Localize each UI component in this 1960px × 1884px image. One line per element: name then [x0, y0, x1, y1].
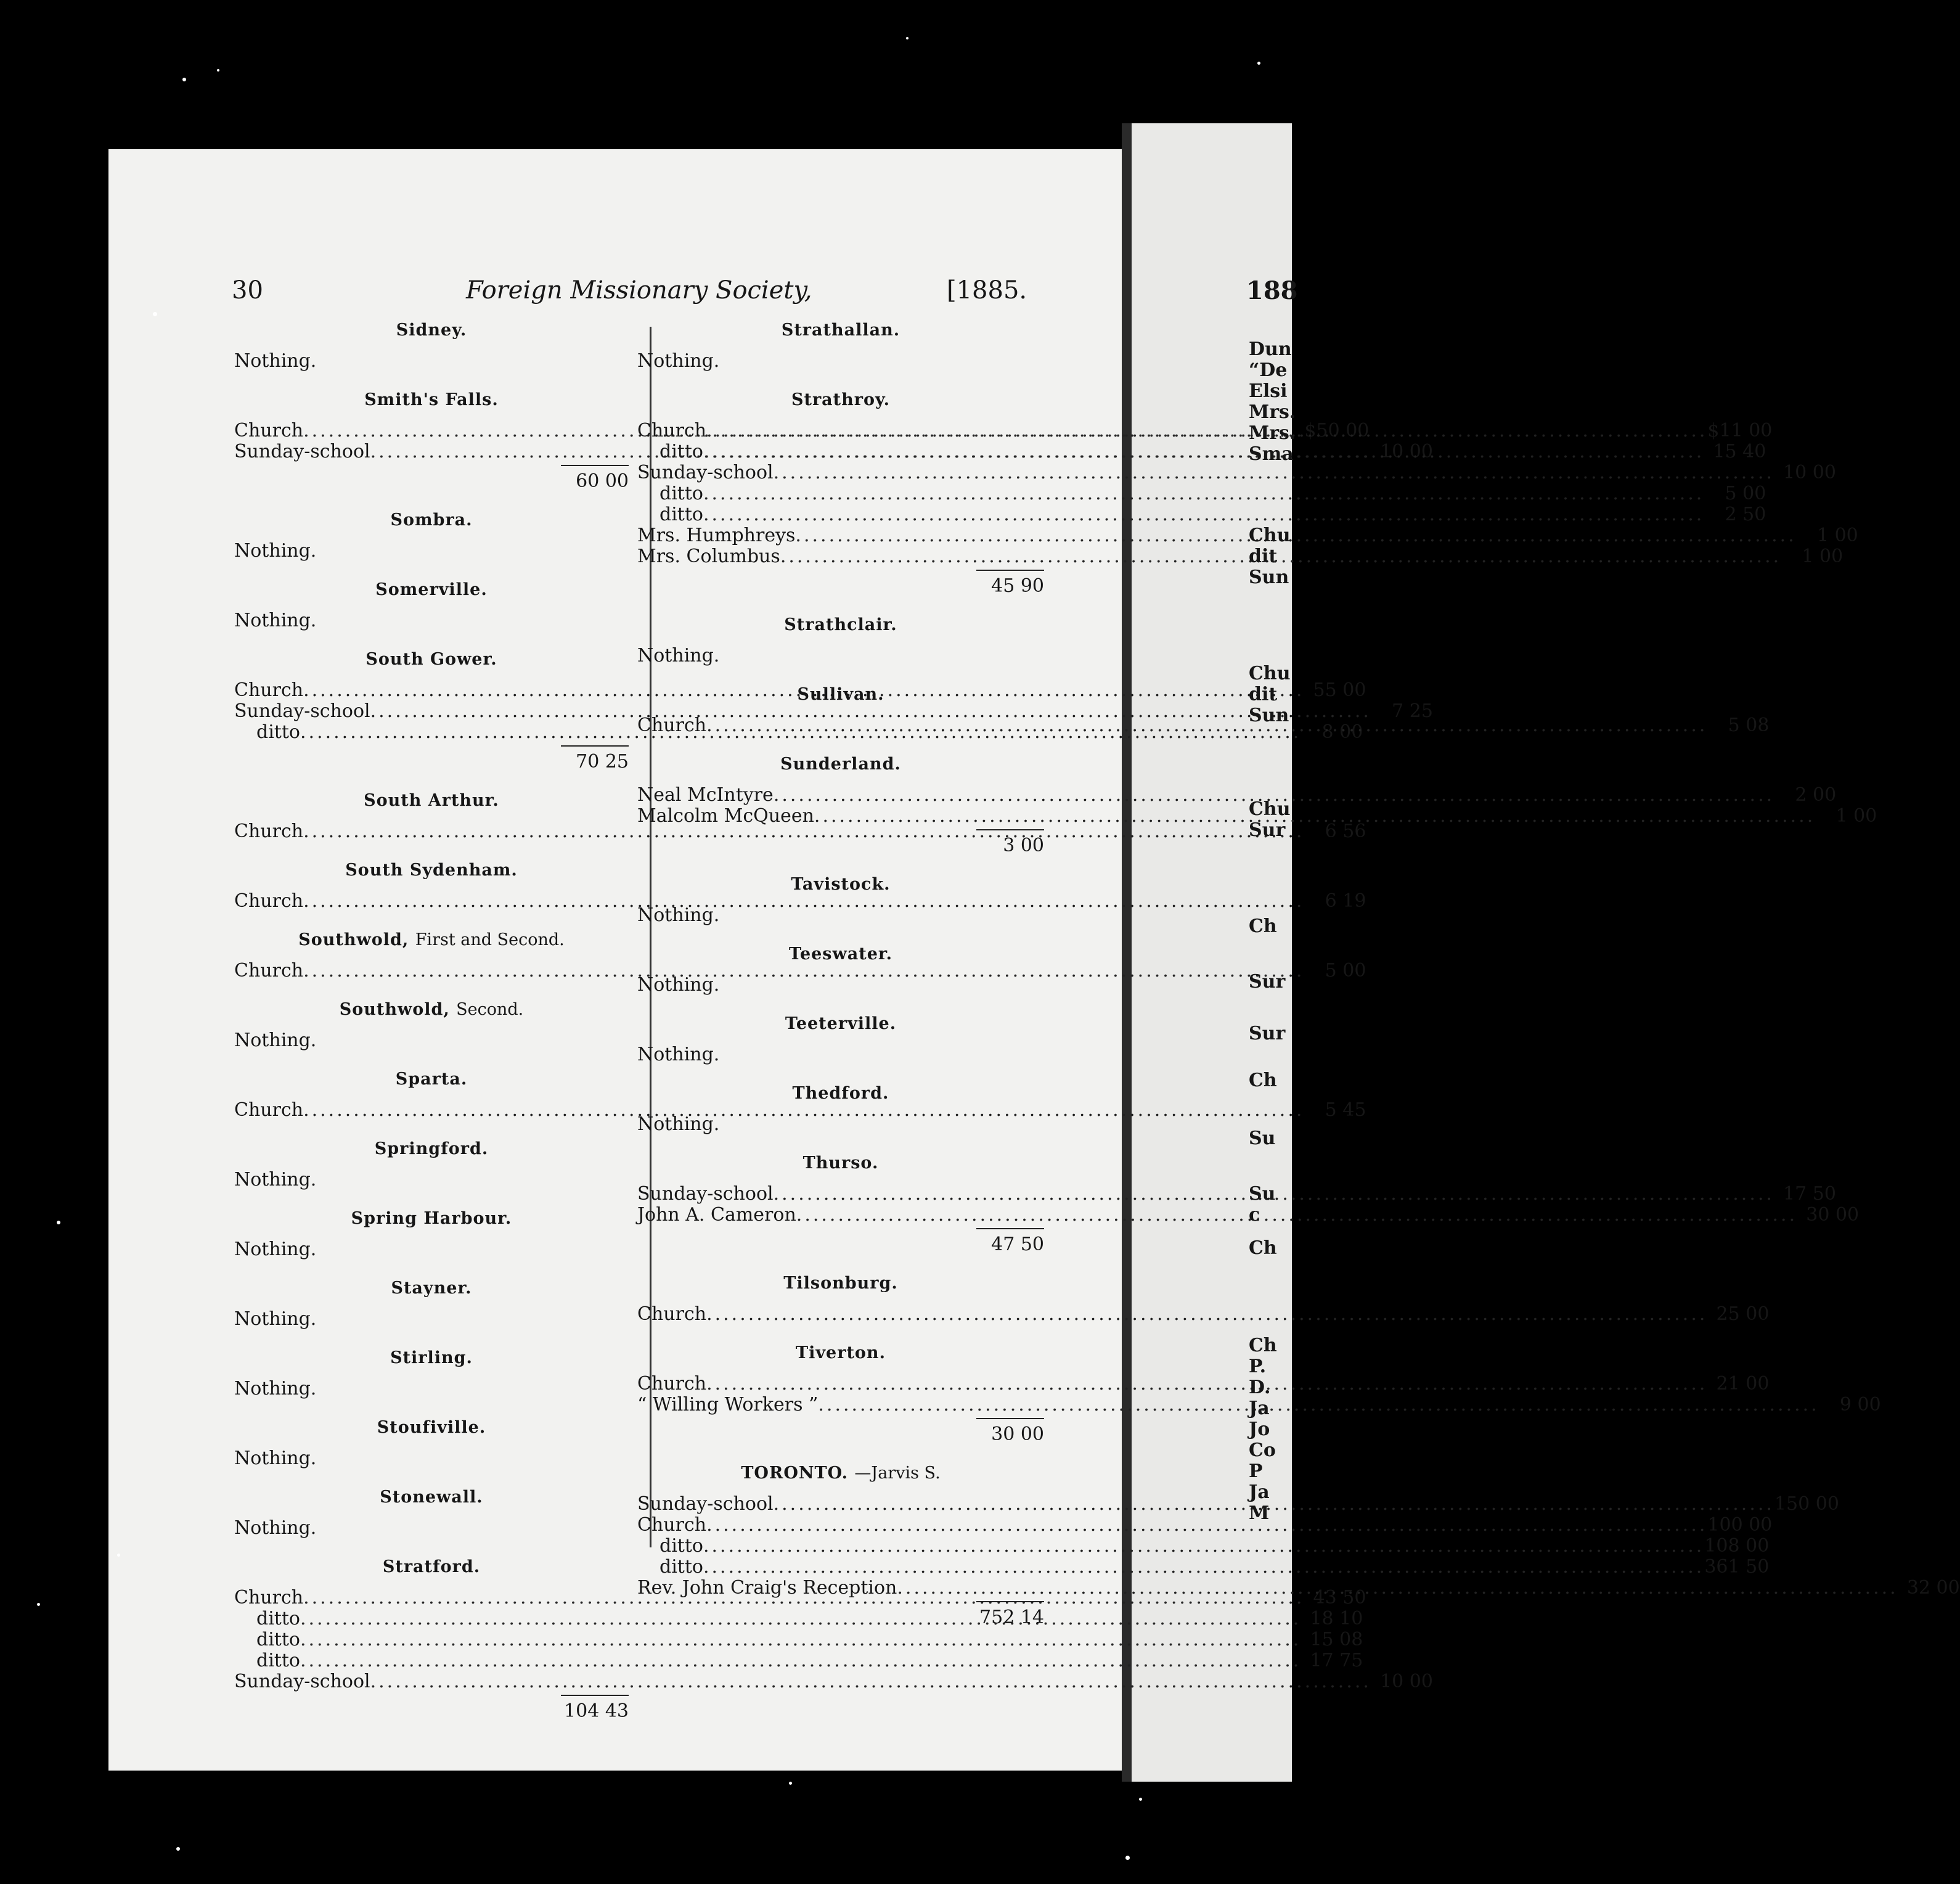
entry-row [637, 1493, 1839, 1515]
adjacent-page-text: Mrs. [1249, 401, 1296, 423]
section-heading [234, 861, 629, 880]
leader-dots [774, 1494, 1774, 1515]
section-heading [637, 755, 1044, 774]
section-subtitle: —Jarvis S. [854, 1464, 941, 1483]
entry-label: Sunday-school [234, 700, 370, 722]
entry-amount: 7 25 [1392, 700, 1433, 722]
entry-amount: 17 75 [1310, 1650, 1363, 1671]
dust-speck [37, 1603, 40, 1606]
leader-dots [780, 546, 1781, 567]
section-total: 47 50 [976, 1228, 1044, 1255]
section-heading [637, 1464, 1044, 1483]
adjacent-page-text: Sur [1249, 1023, 1286, 1044]
entry-label: Sunday-school [637, 1493, 774, 1515]
entry-label: Church [234, 890, 304, 912]
entry-label: “ Willing Workers ” [637, 1394, 819, 1415]
nothing-note: Nothing. [234, 1378, 317, 1399]
adjacent-page-text: Dun [1249, 338, 1292, 360]
entry-label: Mrs. Columbus [637, 546, 780, 567]
section-total: 45 90 [976, 570, 1044, 597]
adjacent-page-text: Ja [1249, 1398, 1270, 1419]
dust-speck [789, 1782, 792, 1785]
entry-amount: 43 50 [1313, 1587, 1366, 1608]
entry-amount: 18 10 [1310, 1608, 1363, 1629]
entry-amount: 150 00 [1774, 1493, 1839, 1515]
section-total: 3 00 [976, 829, 1044, 856]
section-name: Spring Harbour. [351, 1209, 512, 1228]
entry-label: Church [234, 1099, 304, 1121]
entry-label: ditto [256, 1650, 300, 1671]
leader-dots [814, 806, 1815, 827]
entry-row [234, 1629, 1363, 1650]
leader-dots [795, 525, 1796, 546]
section-total-row [637, 829, 1044, 856]
section-name: Stonewall. [380, 1488, 483, 1507]
entry-label: ditto [256, 1629, 300, 1650]
nothing-note: Nothing. [234, 350, 317, 372]
section-total: 30 00 [976, 1418, 1044, 1445]
entry-amount: $50 00 [1304, 420, 1370, 441]
section-total-row [637, 1228, 1044, 1255]
section-heading [234, 1139, 629, 1158]
section-heading [234, 1488, 629, 1507]
entry-label: Church [637, 420, 707, 441]
entry-amount: 25 00 [1716, 1303, 1770, 1325]
section-total: 752 14 [976, 1601, 1044, 1628]
entry-label: Sunday-school [234, 441, 370, 462]
entry-label: ditto [659, 1556, 703, 1578]
entry-label: Church [637, 1373, 707, 1395]
leader-dots [774, 462, 1774, 483]
entry-row [637, 1514, 1773, 1536]
entry-label: Sunday-school [637, 1183, 774, 1205]
section-name: Smith's Falls. [364, 390, 499, 409]
adjacent-page-text: Ch [1249, 1335, 1277, 1356]
entry-label: ditto [659, 1535, 703, 1557]
section-subtitle: Second. [456, 1000, 524, 1019]
nothing-note: Nothing. [234, 540, 317, 562]
section-heading [234, 390, 629, 409]
entry-label: Neal McIntyre [637, 784, 774, 806]
entry-label: Church [637, 1514, 707, 1536]
leader-dots [300, 1629, 1301, 1650]
section-name: Stirling. [390, 1348, 473, 1367]
entry-amount: 10 00 [1380, 1671, 1433, 1692]
section-total-row [234, 1695, 629, 1722]
section-name: TORONTO. [741, 1464, 848, 1483]
entry-amount: 30 00 [1806, 1204, 1860, 1226]
entry-row [637, 504, 1766, 525]
adjacent-page-text: P. [1249, 1356, 1267, 1377]
section-heading [637, 390, 1044, 409]
entry-amount: 1 00 [1835, 805, 1877, 827]
dust-speck [906, 37, 909, 39]
section-heading [637, 615, 1044, 634]
section-heading [637, 1014, 1044, 1033]
entry-label: Church [234, 679, 304, 701]
section-name: Strathallan. [781, 321, 900, 340]
adjacent-page-text: Sur [1249, 819, 1286, 841]
section-heading [234, 791, 629, 810]
leader-dots [703, 441, 1704, 462]
entry-label: John A. Cameron [637, 1204, 796, 1226]
section-total: 70 25 [561, 745, 629, 772]
entry-row [637, 483, 1766, 504]
adjacent-page-header: 188 [1246, 276, 1298, 305]
section-name: Somerville. [375, 580, 488, 599]
nothing-note: Nothing. [234, 1448, 317, 1469]
section-name: Sparta. [395, 1070, 468, 1089]
section-heading [637, 685, 1044, 704]
section-heading [234, 1209, 629, 1228]
entry-amount: 5 08 [1728, 715, 1770, 736]
entry-row [637, 1303, 1770, 1325]
entry-label: ditto [659, 504, 703, 525]
entry-amount: 17 50 [1783, 1183, 1836, 1205]
leader-dots [796, 1205, 1797, 1226]
leader-dots [706, 420, 1707, 441]
section-heading [637, 1084, 1044, 1103]
adjacent-page-text: Mrs. [1249, 422, 1296, 444]
entry-amount: 55 00 [1313, 679, 1366, 701]
entry-amount: 2 00 [1795, 784, 1837, 806]
section-name: South Gower. [365, 650, 497, 669]
entry-amount: 1 00 [1816, 525, 1858, 546]
entry-label: Rev. John Craig's Reception [637, 1577, 897, 1599]
section-heading [234, 1000, 629, 1019]
section-total: 60 00 [561, 465, 629, 492]
entry-label: Sunday-school [234, 1671, 370, 1692]
entry-label: Church [234, 960, 304, 981]
section-name: Sidney. [396, 321, 467, 340]
nothing-note: Nothing. [637, 1044, 720, 1065]
nothing-note: Nothing. [234, 1517, 317, 1539]
dust-speck [1125, 1856, 1130, 1860]
entry-row [234, 890, 1366, 912]
section-heading [637, 1343, 1044, 1362]
section-name: Stayner. [391, 1279, 472, 1298]
section-name: Teeswater. [788, 944, 893, 964]
entry-amount: 6 56 [1325, 821, 1366, 842]
entry-amount: 10 00 [1783, 462, 1836, 483]
entry-label: Church [637, 1303, 707, 1325]
entry-amount: 15 40 [1713, 441, 1766, 462]
entry-row [234, 960, 1366, 981]
section-heading [234, 1279, 629, 1298]
entry-row [637, 1183, 1836, 1205]
adjacent-page-text: Su [1249, 1183, 1276, 1205]
section-total: 104 43 [561, 1695, 629, 1722]
section-name: Strathclair. [784, 615, 897, 634]
entry-label: Church [637, 715, 707, 736]
section-heading [234, 580, 629, 599]
adjacent-page-text: Jo [1249, 1419, 1270, 1440]
section-heading [234, 1070, 629, 1089]
entry-amount: 100 00 [1707, 1514, 1773, 1536]
nothing-note: Nothing. [234, 1030, 317, 1051]
section-total-row [637, 1601, 1044, 1628]
entry-amount: 361 50 [1704, 1556, 1770, 1578]
dust-speck [1257, 62, 1260, 65]
entry-amount: 2 50 [1725, 504, 1766, 525]
adjacent-page-text: Su [1249, 1128, 1276, 1149]
section-name: Southwold, [339, 1000, 450, 1019]
entry-row [637, 1204, 1860, 1226]
adjacent-page-text: Co [1249, 1440, 1276, 1461]
entry-row [234, 1650, 1363, 1671]
adjacent-page-text: D. [1249, 1377, 1271, 1398]
entry-amount: 8 00 [1321, 721, 1363, 743]
section-name: Tavistock. [791, 875, 891, 894]
leader-dots [703, 483, 1704, 504]
entry-amount: $11 00 [1707, 420, 1773, 441]
leader-dots [706, 1304, 1707, 1325]
dust-speck [117, 1554, 120, 1557]
leader-dots [703, 504, 1704, 525]
section-name: Tiverton. [796, 1343, 886, 1362]
leader-dots [370, 1671, 1371, 1692]
section-heading [637, 1274, 1044, 1293]
entry-row [637, 1556, 1770, 1578]
entry-amount: 108 00 [1704, 1535, 1770, 1557]
adjacent-page-text: Chu [1249, 663, 1291, 684]
leader-dots [703, 1557, 1704, 1578]
entry-amount: 5 45 [1325, 1099, 1366, 1121]
section-name: Stratford. [382, 1557, 481, 1576]
entry-label: Church [234, 821, 304, 842]
entry-amount: 5 00 [1325, 960, 1366, 981]
dust-speck [153, 312, 157, 316]
section-name: Thurso. [802, 1153, 879, 1173]
nothing-note: Nothing. [637, 974, 720, 996]
adjacent-page-text: Elsi [1249, 380, 1288, 402]
entry-amount: 15 08 [1310, 1629, 1363, 1650]
leader-dots [703, 1536, 1704, 1557]
adjacent-page-text: M [1249, 1502, 1270, 1524]
leader-dots [300, 1650, 1301, 1671]
adjacent-page-text: Ch [1249, 1070, 1277, 1091]
running-title: Foreign Missionary Society, [466, 276, 812, 305]
section-name: Springford. [374, 1139, 489, 1158]
adjacent-page-text: Chu [1249, 525, 1291, 546]
section-name: Teeterville. [785, 1014, 897, 1033]
section-heading [234, 510, 629, 530]
adjacent-page-text: c [1249, 1204, 1260, 1226]
entry-amount: 32 00 [1906, 1577, 1960, 1599]
section-total-row [234, 465, 629, 492]
leader-dots [706, 1515, 1707, 1536]
entry-label: Church [234, 420, 304, 441]
adjacent-page-text: Ja [1249, 1481, 1270, 1503]
section-subtitle: First and Second. [415, 930, 565, 949]
section-heading [234, 321, 629, 340]
nothing-note: Nothing. [637, 645, 720, 666]
section-name: Sunderland. [780, 755, 901, 774]
section-total-row [234, 745, 629, 772]
entry-amount: 21 00 [1716, 1373, 1770, 1395]
nothing-note: Nothing. [637, 904, 720, 926]
adjacent-page-text: Chu [1249, 798, 1291, 820]
section-heading [637, 875, 1044, 894]
entry-row [234, 700, 1433, 722]
leader-dots [706, 1374, 1707, 1395]
section-name: Sombra. [390, 510, 473, 530]
entry-amount: 10 00 [1380, 441, 1433, 462]
section-name: Sullivan. [797, 685, 884, 704]
nothing-note: Nothing. [234, 1169, 317, 1190]
nothing-note: Nothing. [234, 1239, 317, 1260]
dust-speck [176, 1847, 180, 1851]
adjacent-page-text: Sun [1249, 705, 1289, 726]
dust-speck [1139, 1798, 1142, 1801]
entry-label: Sunday-school [637, 462, 774, 483]
dust-speck [57, 1221, 60, 1224]
entry-row [234, 1099, 1366, 1121]
section-heading [234, 930, 629, 949]
section-name: South Sydenham. [345, 861, 518, 880]
entry-label: Malcolm McQueen [637, 805, 814, 827]
entry-amount: 6 19 [1325, 890, 1366, 912]
entry-amount: 5 00 [1725, 483, 1766, 504]
section-name: Southwold, [298, 930, 409, 949]
section-heading [234, 1348, 629, 1367]
adjacent-page-text: dit [1249, 546, 1278, 567]
adjacent-page-text: “De [1249, 359, 1288, 381]
section-name: South Arthur. [364, 791, 499, 810]
section-heading [637, 321, 1044, 340]
leader-dots [897, 1578, 1898, 1599]
entry-amount: 9 00 [1839, 1394, 1881, 1415]
section-heading [234, 1557, 629, 1576]
entry-row [637, 1535, 1770, 1557]
section-name: Stoufiville. [377, 1418, 486, 1437]
nothing-note: Nothing. [234, 610, 317, 631]
adjacent-page-text: Ch [1249, 1237, 1277, 1259]
leader-dots [818, 1395, 1819, 1415]
entry-label: ditto [256, 721, 300, 743]
entry-row [234, 1671, 1433, 1692]
leader-dots [706, 715, 1707, 736]
adjacent-page-text: P [1249, 1460, 1263, 1482]
section-heading [637, 1153, 1044, 1173]
entry-amount: 1 00 [1802, 546, 1844, 567]
entry-label: ditto [659, 441, 703, 462]
page-year: [1885. [947, 276, 1027, 305]
nothing-note: Nothing. [637, 1113, 720, 1135]
adjacent-page-text: Ch [1249, 915, 1277, 937]
entry-label: ditto [256, 1608, 300, 1629]
dust-speck [217, 69, 219, 72]
entry-label: ditto [659, 483, 703, 504]
nothing-note: Nothing. [234, 1308, 317, 1330]
page-number: 30 [232, 276, 263, 305]
entry-row [637, 462, 1836, 483]
entry-row [637, 784, 1837, 806]
section-name: Tilsonburg. [783, 1274, 898, 1293]
section-heading [234, 1418, 629, 1437]
section-total-row [637, 1418, 1044, 1445]
entry-label: Church [234, 1587, 304, 1608]
dust-speck [182, 78, 186, 81]
adjacent-page-text: Sur [1249, 971, 1286, 993]
section-heading [637, 944, 1044, 964]
nothing-note: Nothing. [637, 350, 720, 372]
adjacent-page-text: Sun [1249, 567, 1289, 588]
section-heading [234, 650, 629, 669]
entry-label: Mrs. Humphreys [637, 525, 796, 546]
adjacent-page-text: Sma [1249, 443, 1294, 465]
section-total-row [637, 570, 1044, 597]
entry-row [637, 1373, 1770, 1395]
section-name: Strathroy. [791, 390, 891, 409]
section-name: Thedford. [792, 1084, 889, 1103]
adjacent-page-text: dit [1249, 684, 1278, 705]
